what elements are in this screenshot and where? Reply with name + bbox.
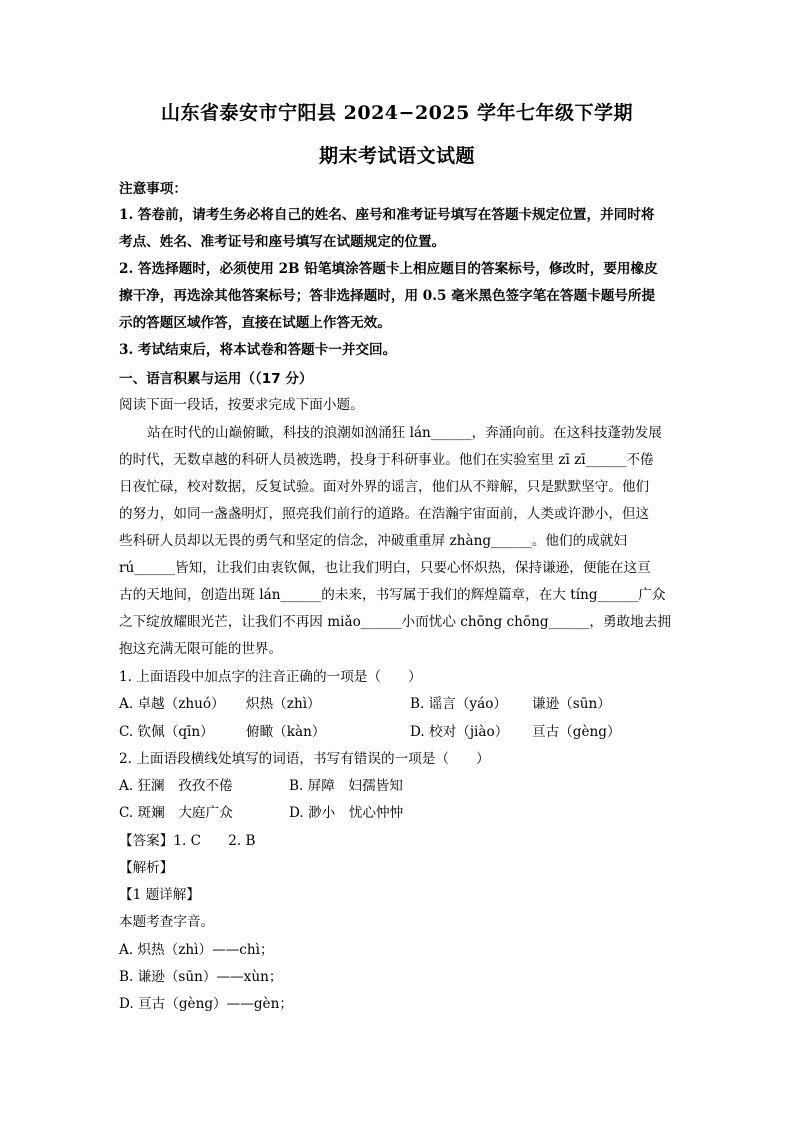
- section-heading: 一、语言积累与运用（（17 分）: [119, 371, 313, 387]
- passage-line: 古的天地间，创造出斑 lán______的未来，书写属于我们的辉煌篇章，在大 tíng______广众: [119, 587, 666, 603]
- section-instruction: 阅读下面一段话，按要求完成下面小题。: [119, 397, 364, 413]
- notice-line: 3. 考试结束后，将本试卷和答题卡一并交回。: [119, 342, 397, 358]
- q1-option-b-second: 谦逊（sūn）: [532, 696, 611, 712]
- analysis-item: D. 亘古（gèng）——gèn；: [119, 996, 293, 1012]
- passage-line: 的努力，如同一盏盏明灯，照亮我们前行的道路。在浩瀚宇宙面前，人类或许渺小，但这: [119, 506, 650, 522]
- passage-line: 抱这充满无限可能的世界。: [119, 641, 283, 657]
- notice-line: 2. 答选择题时，必须使用 2B 铅笔填涂答题卡上相应题目的答案标号，修改时，要用橡皮: [119, 261, 658, 277]
- exam-title-line1: 山东省泰安市宁阳县 2024−2025 学年七年级下学期: [161, 102, 633, 124]
- passage-line: 站在时代的山巅俯瞰，科技的浪潮如汹涌狂 lán______，奔涌向前。在这科技蓬勃发展: [147, 425, 662, 441]
- notice-line: 擦干净，再选涂其他答案标号；答非选择题时，用 0.5 毫米黑色签字笔在答题卡题号所提: [119, 288, 656, 304]
- q1-option-c: C. 钦佩（qīn）: [119, 724, 214, 740]
- notice-line: 示的答题区域作答，直接在试题上作答无效。: [119, 315, 391, 331]
- question-2-stem: 2. 上面语段横线处填写的词语，书写有错误的一项是（ ）: [119, 751, 490, 767]
- analysis-item: B. 谦逊（sūn）——xùn；: [119, 969, 283, 985]
- passage-line: rú______皆知，让我们由衷钦佩，也让我们明白，只要心怀炽热，保持谦逊，便能在这亘: [119, 560, 651, 576]
- analysis-intro: 本题考查字音。: [119, 914, 215, 930]
- passage-line: 日夜忙碌，校对数据，反复试验。面对外界的谣言，他们从不辩解，只是默默坚守。他们: [119, 479, 650, 495]
- passage-line: 些科研人员却以无畏的勇气和坚定的信念，冲破重重屏 zhàng______。他们的成就妇: [119, 533, 627, 549]
- analysis-item: A. 炽热（zhì）——chì；: [119, 942, 274, 958]
- passage-line: 之下绽放耀眼光芒，让我们不再因 miǎo______小而忧心 chōng chōng______，勇敢地去拥: [119, 614, 671, 630]
- notice-heading: 注意事项：: [119, 181, 187, 197]
- q2-option-b: B. 屏障 妇孺皆知: [289, 778, 403, 794]
- passage-line: 的时代，无数卓越的科研人员被选聘，投身于科研事业。他们在实验室里 zī zī______不倦: [119, 452, 654, 468]
- q1-option-b: B. 谣言（yáo）: [410, 696, 507, 712]
- q1-option-a: A. 卓越（zhuó）: [119, 696, 225, 712]
- q1-option-d-second: 亘古（gèng）: [532, 724, 621, 740]
- q2-option-c: C. 斑斓 大庭广众: [119, 805, 233, 821]
- notice-line: 考点、姓名、准考证号和座号填写在试题规定的位置。: [119, 234, 446, 250]
- q1-option-d: D. 校对（jiào）: [410, 724, 509, 740]
- exam-title-line2: 期末考试语文试题: [318, 145, 475, 167]
- notice-line: 1. 答卷前，请考生务必将自己的姓名、座号和准考证号填写在答题卡规定位置，并同时将: [119, 207, 655, 223]
- detail-heading: 【1 题详解】: [119, 887, 200, 903]
- q1-option-a-second: 炽热（zhì）: [246, 696, 321, 712]
- analysis-heading: 【解析】: [119, 860, 174, 876]
- answer-key: 【答案】1. C 2. B: [119, 833, 256, 849]
- q2-option-d: D. 渺小 忧心忡忡: [289, 805, 404, 821]
- q2-option-a: A. 狂澜 孜孜不倦: [119, 778, 233, 794]
- question-1-stem: 1. 上面语段中加点字的注音正确的一项是（ ）: [119, 669, 422, 685]
- q1-option-c-second: 俯瞰（kàn）: [246, 724, 326, 740]
